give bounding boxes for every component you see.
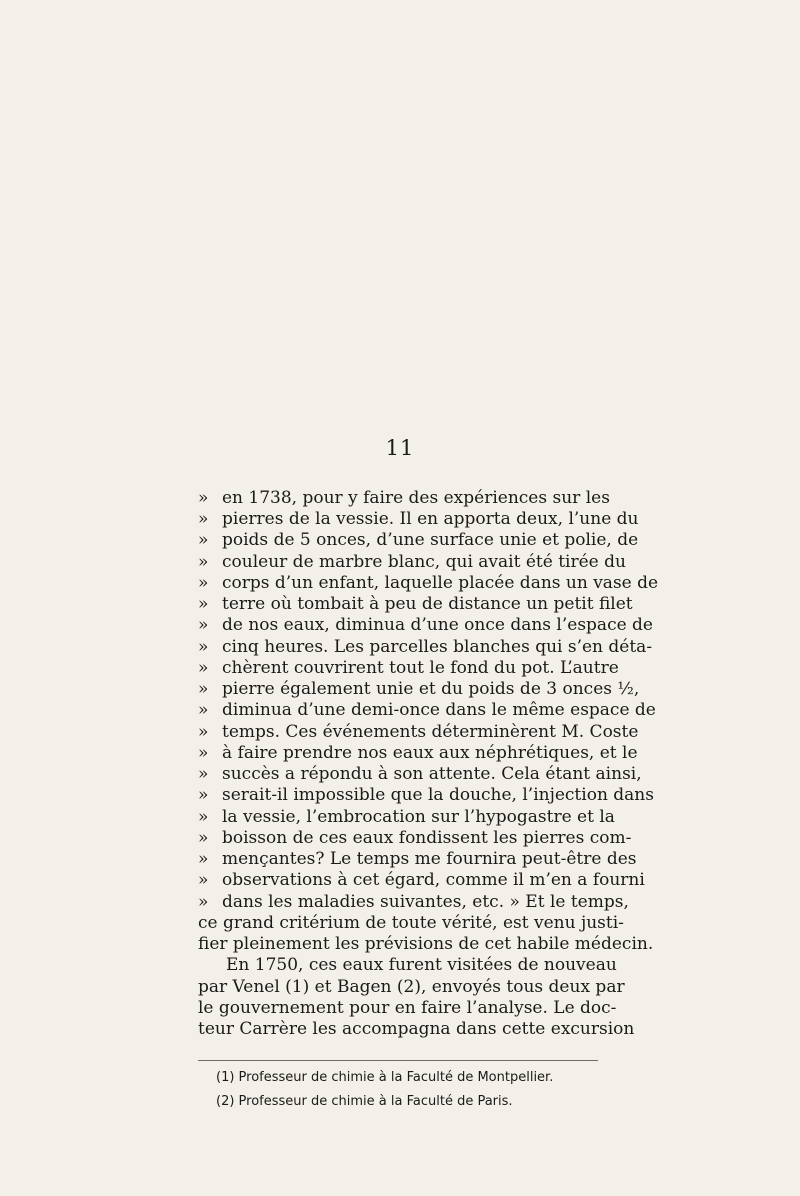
quoted-line: » boisson de ces eaux fondissent les pierres com- — [198, 827, 632, 848]
body-line: ce grand critérium de toute vérité, est venu justi- — [198, 912, 624, 933]
quoted-line: » serait-il impossible que la douche, l’injection dans — [198, 785, 654, 806]
quoted-line: » pierre également unie et du poids de 3 onces ½, — [198, 679, 640, 700]
quoted-line: » chèrent couvrirent tout le fond du pot. L’autre — [198, 657, 619, 678]
quoted-line: » à faire prendre nos eaux aux néphrétiques, et le — [198, 742, 638, 763]
quoted-line: » observations à cet égard, comme il m’en a fourni — [198, 870, 645, 891]
quoted-line: » temps. Ces événements déterminèrent M. Coste — [198, 721, 639, 742]
page-number: 11 — [385, 436, 415, 460]
paragraph-line: teur Carrère les accompagna dans cette excursion — [198, 1019, 635, 1039]
paragraph-line: le gouvernement pour en faire l’analyse. Le doc- — [198, 997, 617, 1018]
quoted-line: » cinq heures. Les parcelles blanches qui s’en déta- — [198, 636, 653, 657]
footnote: (2) Professeur de chimie à la Faculté de Paris. — [216, 1094, 513, 1109]
quoted-line: » succès a répondu à son attente. Cela étant ainsi, — [198, 764, 642, 785]
quoted-line: » pierres de la vessie. Il en apporta deux, l’une du — [198, 509, 639, 530]
quoted-line: » de nos eaux, diminua d’une once dans l’espace de — [198, 615, 653, 636]
quoted-line: » la vessie, l’embrocation sur l’hypogastre et la — [198, 806, 615, 827]
footnote: (1) Professeur de chimie à la Faculté de Montpellier. — [216, 1070, 554, 1085]
body-line: fier pleinement les prévisions de cet habile médecin. — [198, 934, 654, 955]
paragraph-line: par Venel (1) et Bagen (2), envoyés tous deux par — [198, 976, 625, 997]
quoted-line: » corps d’un enfant, laquelle placée dans un vase de — [198, 572, 659, 593]
quoted-line: » poids de 5 onces, d’une surface unie et polie, de — [198, 530, 639, 551]
paragraph-line: En 1750, ces eaux furent visitées de nouveau — [226, 955, 617, 976]
quoted-line: » dans les maladies suivantes, etc. » Et le temps, — [198, 891, 629, 912]
quoted-line: » diminua d’une demi-once dans le même espace de — [198, 700, 656, 721]
quoted-line: » en 1738, pour y faire des expériences sur les — [198, 488, 610, 508]
quoted-line: » mençantes? Le temps me fournira peut-être des — [198, 849, 637, 870]
quoted-line: » couleur de marbre blanc, qui avait été tirée du — [198, 551, 626, 572]
quoted-line: » terre où tombait à peu de distance un petit filet — [198, 594, 633, 615]
footnote-divider — [198, 1060, 598, 1061]
